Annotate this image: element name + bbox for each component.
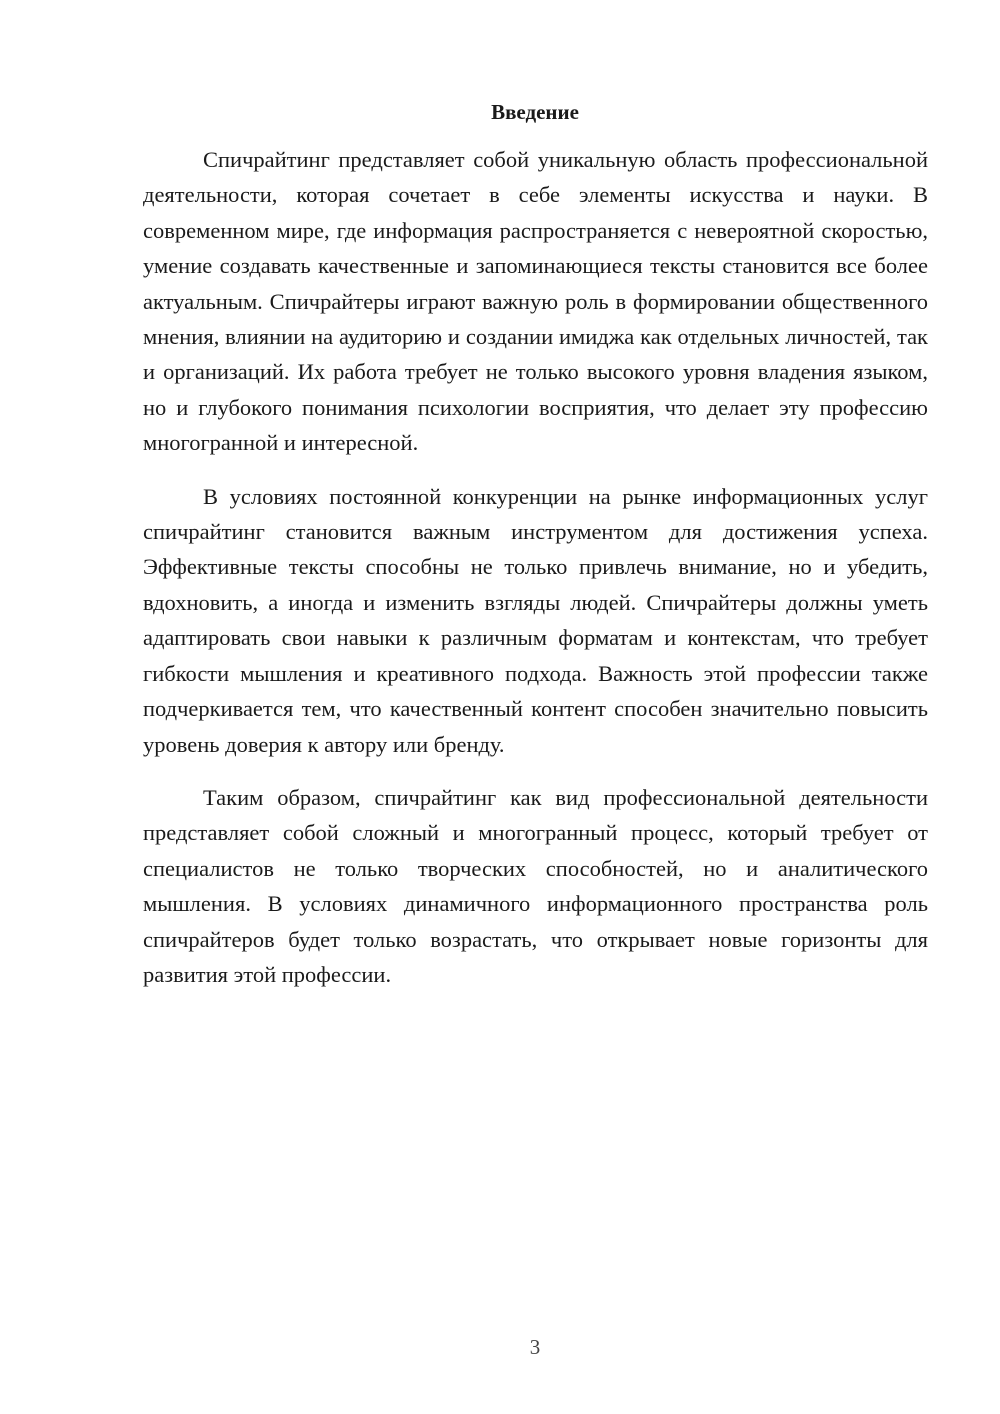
paragraph-1: Спичрайтинг представляет собой уникальную область профессиональной деятельности, которая сочетает в себе элементы искусства и науки. В современном мире, где информация распространяется с невероятной скоростью, умение создавать качественные и запоминающиеся тексты становится все более актуальным. Спичрайтеры играют важную роль в формировании общественного мнения, влиянии на аудиторию и создании имиджа как отдельных личностей, так и организаций. Их работа требует не только высокого уровня владения языком, но и глубокого понимания психологии восприятия, что делает эту профессию многогранной и интересной. — [143, 147, 928, 456]
section-heading: Введение — [491, 100, 579, 124]
paragraph-3: Таким образом, спичрайтинг как вид профессиональной деятельности представляет собой сложный и многогранный процесс, который требует от специалистов не только творческих способностей, но и аналитического мышления. В условиях динамичного информационного пространства роль спичрайтеров будет только возрастать, что открывает новые горизонты для развития этой профессии. — [143, 784, 928, 987]
page-number: 3 — [529, 1335, 541, 1359]
body-text — [143, 142, 928, 1010]
paragraph-2: В условиях постоянной конкуренции на рынке информационных услуг спичрайтинг становится важным инструментом для достижения успеха. Эффективные тексты способны не только привлечь внимание, но и убедить, вдохновить, а иногда и изменить взгляды людей. Спичрайтеры должны уметь адаптировать свои навыки к различным форматам и контекстам, что требует гибкости мышления и креативного подхода. Важность этой профессии также подчеркивается тем, что качественный контент способен значительно повысить уровень доверия к автору или бренду. — [143, 483, 928, 757]
